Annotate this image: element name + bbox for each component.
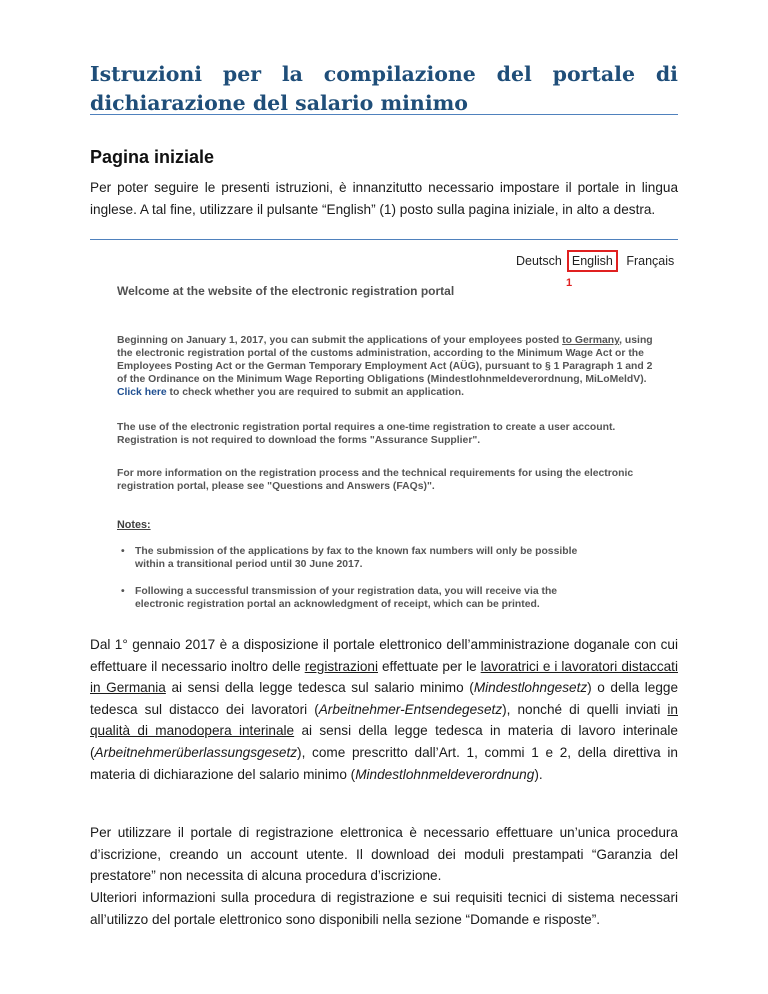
title-word: del	[496, 62, 532, 86]
body-text: ), nonché di quelli inviati	[502, 701, 668, 717]
title-word: portale	[552, 62, 636, 86]
callout-number: 1	[566, 277, 573, 289]
body-paragraph-3: Per utilizzare il portale di registrazione elettronica è necessario effettuare un’unica procedura d’iscrizione, creando un account utente. Il download dei moduli prestampati “Garanzia del prestatore” non necessita di alcuna procedura d’iscrizione.	[90, 825, 678, 884]
body-text: ) o della legge tedesca sul distacco dei lavoratori (	[90, 680, 679, 717]
portal-note-text: Following a successful transmission of your registration data, you will receive via the	[135, 586, 558, 597]
body-text: ai sensi della legge tedesca in materia di lavoro interinale (	[90, 723, 678, 760]
title-line-1	[90, 60, 678, 89]
portal-paragraph-3: For more information on the registration process and the technical requirements for using the electronic registration portal, please see "Questions and Answers (FAQs)".	[117, 468, 634, 492]
document-title	[90, 60, 678, 118]
portal-note-text: within a transitional period until 30 June 2017.	[135, 559, 363, 570]
body-text: ).	[534, 766, 543, 782]
title-divider	[90, 114, 678, 115]
italic-term: Arbeitnehmer-Entsendegesetz	[318, 701, 503, 717]
click-here-link[interactable]: Click here	[117, 387, 167, 398]
section-heading: Pagina iniziale	[90, 147, 215, 167]
bullet-icon: •	[121, 546, 125, 557]
screenshot-top-divider	[90, 239, 678, 240]
body-paragraph-2	[90, 634, 678, 785]
portal-note-2	[121, 585, 662, 611]
portal-note-1	[121, 545, 662, 571]
language-francais-link[interactable]: Français	[626, 254, 675, 268]
title-word: di	[655, 62, 678, 86]
body-text: ), come prescritto dall’Art. 1, commi 1 e 2, della direttiva in materia di dichiarazione del salario minimo (	[90, 744, 678, 782]
language-english-link[interactable]: English	[567, 250, 618, 272]
underlined-term: registrazioni	[304, 658, 378, 674]
title-line-2: dichiarazione del salario minimo	[90, 91, 468, 115]
portal-text: Beginning on January 1, 2017, you can submit the applications of your employees posted	[117, 335, 563, 346]
portal-text: , using the electronic registration portal of the customs administration, according to the Minimum Wage Act or the Employees Posting Act or the German Temporary Employment Act (AÜG), pursuant to § 1 Paragraph 1 and 2 of the Ordinance on the Minimum Wage Reporting Obligations (Mindestlohnmeldeverordnung, MiLoMeldV).	[117, 335, 653, 385]
language-deutsch-link[interactable]: Deutsch	[516, 254, 562, 268]
italic-term: Mindestlohnmeldeverordnung	[355, 766, 535, 782]
title-word: Istruzioni	[90, 62, 203, 86]
underlined-term: in Germania	[90, 680, 166, 696]
portal-welcome-heading: Welcome at the website of the electronic registration portal	[117, 284, 455, 298]
portal-note-text: The submission of the applications by fax to the known fax numbers will only be possible	[135, 546, 578, 557]
to-germany-link[interactable]: to Germany	[562, 335, 620, 346]
portal-paragraph-2: The use of the electronic registration portal requires a one-time registration to create a user account. Registration is not required to download the forms "Assurance Supplier".	[117, 422, 616, 446]
title-word: la	[281, 62, 303, 86]
body-text: ai sensi della legge tedesca sul salario minimo (	[165, 680, 474, 696]
body-text: Dal 1° gennaio 2017 è a disposizione il portale elettronico dell’amministrazione doganale con cui effettuare il necessario inoltro delle	[90, 637, 678, 674]
title-word: compilazione	[323, 62, 476, 86]
intro-paragraph: Per poter seguire le presenti istruzioni, è innanzitutto necessario impostare il portale in lingua inglese. A tal fine, utilizzare il pulsante “English” (1) posto sulla pagina iniziale, in alto a destra.	[90, 180, 678, 217]
portal-paragraph-1	[117, 334, 662, 399]
language-switcher	[516, 250, 679, 272]
underlined-term: lavoratrici e i lavoratori distaccati	[480, 658, 678, 674]
underlined-term: in qualità di manodopera interinale	[90, 701, 678, 739]
portal-notes-label: Notes:	[117, 519, 151, 531]
italic-term: Mindestlohngesetz	[473, 680, 588, 696]
italic-term: Arbeitnehmerüberlassungsgesetz	[94, 744, 298, 760]
bullet-icon: •	[121, 586, 125, 597]
portal-note-text: electronic registration portal an acknowledgment of receipt, which can be printed.	[135, 599, 540, 610]
body-text: effettuate per le	[378, 658, 481, 674]
body-paragraph-4: Ulteriori informazioni sulla procedura di registrazione e sui requisiti tecnici di sistema necessari all’utilizzo del portale elettronico sono disponibili nella sezione “Domande e risposte”.	[90, 890, 678, 927]
portal-text: to check whether you are required to submit an application.	[166, 387, 465, 398]
title-word: per	[222, 62, 262, 86]
